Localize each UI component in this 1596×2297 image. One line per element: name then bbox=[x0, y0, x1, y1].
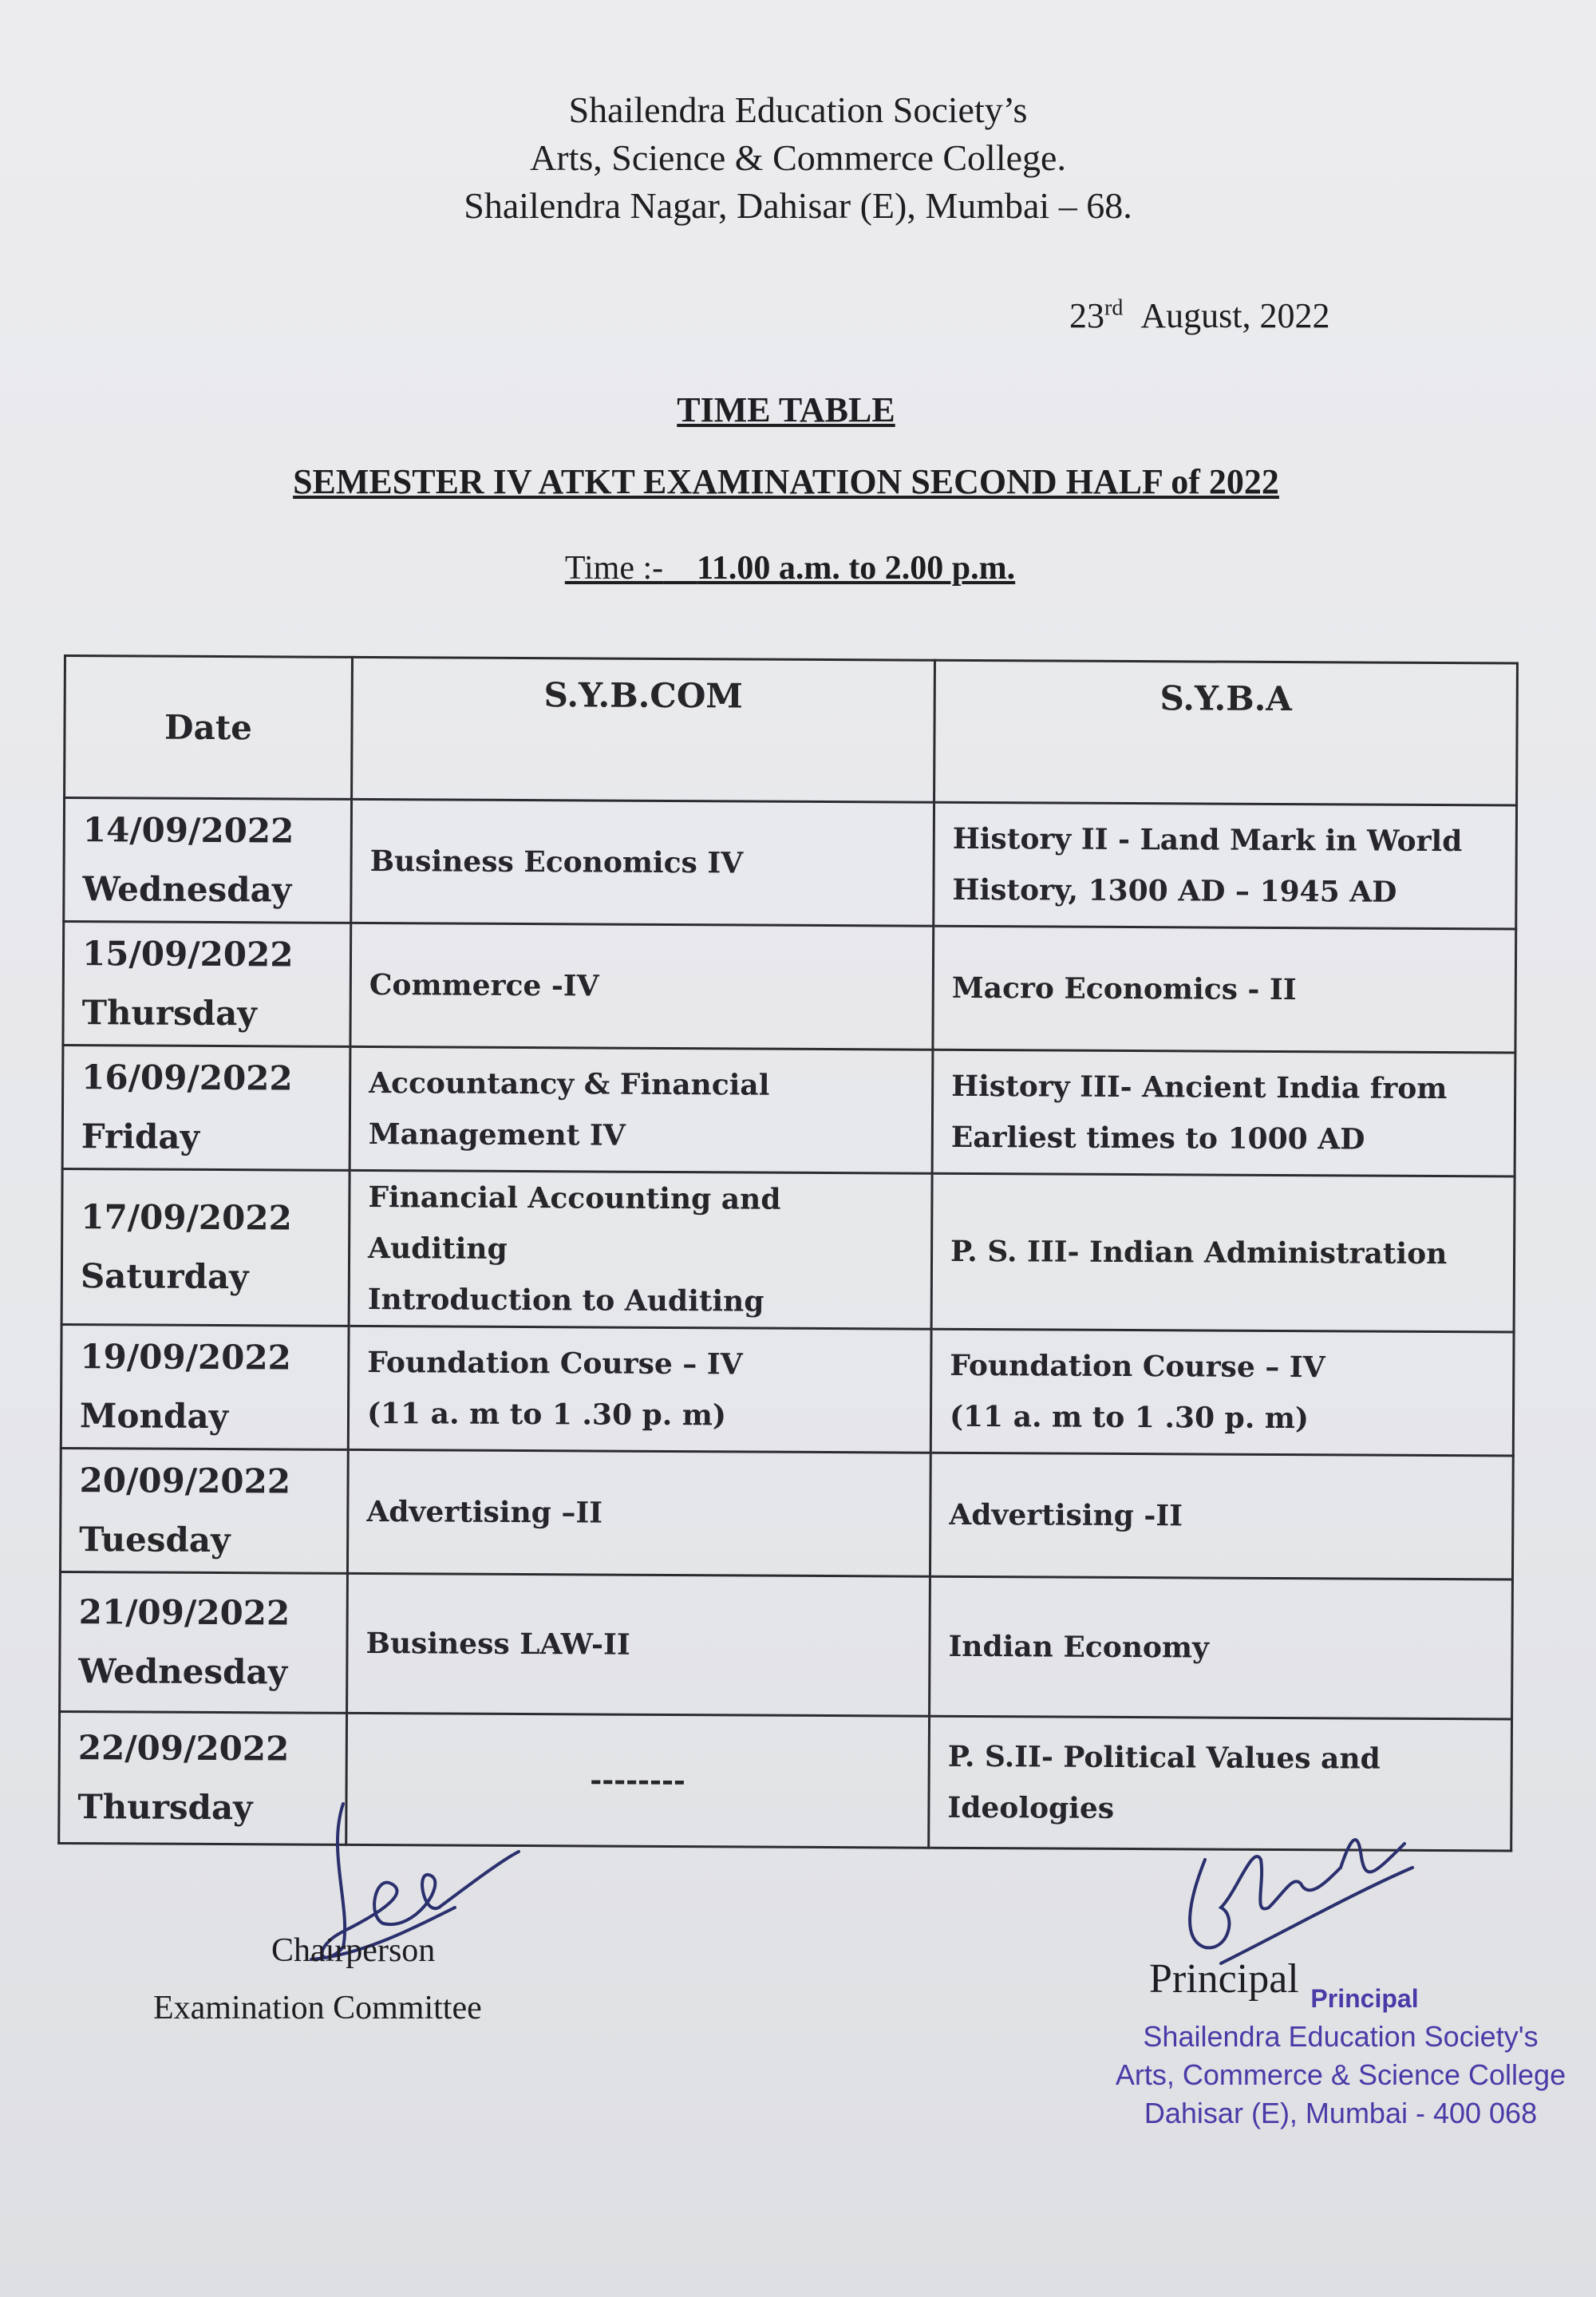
table-header-row bbox=[65, 656, 1518, 806]
cell-syba bbox=[930, 1329, 1514, 1456]
cell-syba bbox=[931, 1173, 1515, 1332]
sybcom-subject-line: Introduction to Auditing bbox=[367, 1283, 764, 1319]
syba-subject-line: Earliest times to 1000 AD bbox=[950, 1120, 1365, 1156]
sybcom-subject-line: Foundation Course – IV bbox=[367, 1346, 743, 1382]
exam-day: Saturday bbox=[80, 1256, 249, 1297]
college-stamp: Principal Shailendra Education Society's Arts, Commerce & Science College Dahisar (E), Mumbai - 400 068 bbox=[1115, 1984, 1566, 2129]
exam-date: 22/09/2022 bbox=[77, 1728, 290, 1769]
table-row bbox=[61, 1168, 1515, 1332]
cell-date bbox=[61, 1168, 350, 1326]
page-title: TIME TABLE bbox=[677, 390, 895, 429]
cell-syba bbox=[934, 802, 1517, 929]
table-row bbox=[63, 922, 1516, 1054]
cell-sybcom bbox=[351, 799, 934, 926]
chairperson-committee: Examination Committee bbox=[153, 1990, 482, 2026]
exam-subtitle: SEMESTER IV ATKT EXAMINATION SECOND HALF of 2022 bbox=[293, 462, 1279, 501]
sybcom-subject-line: Financial Accounting and Auditing bbox=[367, 1180, 781, 1266]
table-row bbox=[61, 1324, 1514, 1456]
table-row bbox=[60, 1572, 1513, 1719]
cell-sybcom bbox=[349, 1170, 932, 1329]
chairperson-title: Chairperson bbox=[271, 1932, 436, 1969]
exam-date: 19/09/2022 bbox=[80, 1337, 291, 1378]
syba-subject-line: (11 a. m to 1 .30 p. m) bbox=[949, 1399, 1310, 1436]
table-row bbox=[64, 798, 1517, 930]
college-address: Shailendra Nagar, Dahisar (E), Mumbai – 68. bbox=[464, 185, 1132, 226]
table-row bbox=[62, 1046, 1515, 1177]
cell-sybcom bbox=[347, 1573, 930, 1716]
sybcom-subject-line: Business Economics IV bbox=[369, 844, 744, 880]
cell-syba bbox=[930, 1576, 1513, 1719]
exam-date: 16/09/2022 bbox=[81, 1058, 293, 1098]
exam-date: 15/09/2022 bbox=[81, 934, 294, 975]
exam-date: 17/09/2022 bbox=[81, 1197, 292, 1238]
exam-time: Time :- 11.00 a.m. to 2.00 p.m. bbox=[564, 550, 1016, 587]
sybcom-subject-line: Accountancy & Financial bbox=[369, 1066, 770, 1102]
cell-sybcom bbox=[350, 923, 934, 1050]
sybcom-subject-line: Management IV bbox=[368, 1117, 626, 1152]
principal-title: Principal bbox=[1149, 1956, 1299, 2002]
exam-date: 14/09/2022 bbox=[82, 810, 294, 851]
sybcom-subject-line: Business LAW-II bbox=[365, 1626, 630, 1662]
exam-date: 20/09/2022 bbox=[79, 1461, 291, 1501]
sybcom-subject-line: Advertising –II bbox=[366, 1495, 603, 1530]
table-row bbox=[60, 1448, 1513, 1579]
syba-subject-line: Macro Economics - II bbox=[951, 971, 1297, 1007]
timetable bbox=[57, 654, 1519, 1852]
header-date: Date bbox=[65, 656, 353, 800]
syba-subject-line: Foundation Course – IV bbox=[950, 1348, 1325, 1385]
issue-date: 23rd August, 2022 bbox=[1069, 295, 1330, 335]
cell-date bbox=[60, 1448, 348, 1573]
cell-syba bbox=[930, 1453, 1513, 1579]
exam-day: Tuesday bbox=[79, 1520, 231, 1560]
cell-date bbox=[64, 798, 352, 923]
cell-date bbox=[62, 1046, 350, 1171]
syba-subject-line: History III- Ancient India from bbox=[951, 1069, 1448, 1106]
principal-signature bbox=[1173, 1812, 1428, 1971]
exam-day: Wednesday bbox=[82, 869, 292, 910]
cell-syba bbox=[933, 926, 1516, 1053]
exam-day: Thursday bbox=[77, 1787, 253, 1828]
college-name: Arts, Science & Commerce College. bbox=[530, 137, 1066, 178]
cell-date bbox=[61, 1324, 349, 1449]
syba-subject-line: P. S.II- Political Values and bbox=[947, 1739, 1381, 1776]
cell-sybcom bbox=[350, 1046, 933, 1173]
cell-date bbox=[63, 922, 351, 1047]
sybcom-subject-line: Commerce -IV bbox=[369, 968, 599, 1003]
exam-day: Thursday bbox=[81, 993, 257, 1034]
syba-subject-line: Ideologies bbox=[947, 1790, 1115, 1825]
header-syba: S.Y.B.A bbox=[934, 660, 1518, 805]
cell-date bbox=[60, 1572, 348, 1713]
syba-subject-line: History II - Land Mark in World bbox=[952, 821, 1463, 859]
syba-subject-line: Indian Economy bbox=[948, 1629, 1210, 1665]
society-name: Shailendra Education Society’s bbox=[568, 89, 1028, 130]
cell-sybcom bbox=[348, 1326, 931, 1453]
header-sybcom: S.Y.B.COM bbox=[352, 657, 935, 802]
syba-subject-line: History, 1300 AD – 1945 AD bbox=[952, 872, 1397, 909]
exam-day: Wednesday bbox=[78, 1651, 288, 1692]
syba-subject-line: P. S. III- Indian Administration bbox=[950, 1234, 1448, 1271]
exam-day: Monday bbox=[79, 1396, 229, 1437]
cell-syba bbox=[932, 1050, 1515, 1176]
sybcom-subject-line: -------- bbox=[590, 1763, 685, 1798]
exam-day: Friday bbox=[81, 1117, 200, 1156]
exam-date: 21/09/2022 bbox=[78, 1592, 290, 1633]
syba-subject-line: Advertising -II bbox=[949, 1497, 1183, 1533]
sybcom-subject-line: (11 a. m to 1 .30 p. m) bbox=[366, 1397, 727, 1433]
cell-sybcom bbox=[347, 1449, 930, 1576]
